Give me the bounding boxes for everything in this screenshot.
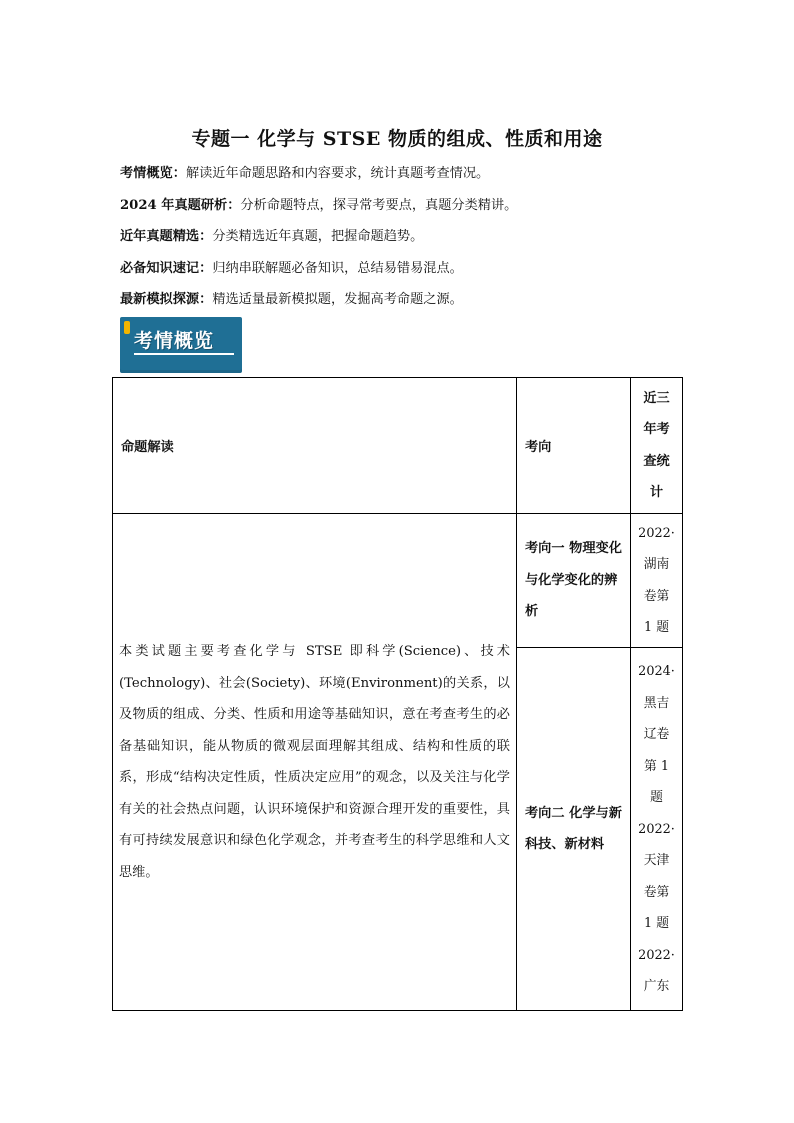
table-row xyxy=(113,514,683,648)
header-stats-line: 查统 xyxy=(643,453,670,469)
intro-item xyxy=(120,289,700,321)
section-badge xyxy=(120,317,242,373)
intro-label: 2024 年真题研析： xyxy=(120,197,241,213)
table-header-row xyxy=(113,378,683,514)
header-stats xyxy=(631,378,683,514)
direction-cell: 考向一 物理变化与化学变化的辨析 xyxy=(517,514,631,648)
stats-cell xyxy=(631,514,683,648)
stats-line: 黑吉 xyxy=(643,695,670,711)
intro-list xyxy=(120,163,700,321)
intro-text: 分析命题特点，探寻常考要点，真题分类精讲。 xyxy=(240,197,518,213)
stats-line: 题 xyxy=(650,790,663,805)
header-stats-line: 年考 xyxy=(643,422,670,437)
intro-item xyxy=(120,195,700,227)
intro-item xyxy=(120,163,700,195)
overview-table xyxy=(112,377,683,1011)
stats-line: 1 题 xyxy=(643,916,669,931)
stats-line: 卷第 xyxy=(643,884,670,900)
stats-line: 广东 xyxy=(643,979,670,994)
stats-line: 卷第 xyxy=(643,588,670,604)
interpretation-cell: 本类试题主要考查化学与 STSE 即科学(Science)、技术(Technology)、社会(Society)、环境(Environment)的关系，以及物质的组成、分类、性质和用途等基础知识，意在考查考生的必备基础知识，能从物质的微观层面理解其组成、结构和性质的联系，形成“结构决定性质，性质决定应用”的观念，以及关注与化学有关的社会热点问题，认识环境保护和资源合理开发的重要性，具有可持续发展意识和绿色化学观念，并考查考生的科学思维和人文思维。 xyxy=(113,514,517,1011)
section-badge-label: 考情概览 xyxy=(134,330,234,355)
intro-text: 归纳串联解题必备知识，总结易错易混点。 xyxy=(212,260,463,276)
intro-label: 考情概览： xyxy=(120,166,186,181)
stats-line: 第 1 xyxy=(643,758,669,774)
header-interpretation: 命题解读 xyxy=(113,378,517,514)
header-direction: 考向 xyxy=(517,378,631,514)
stats-line: 2022· xyxy=(638,525,675,541)
stats-line: 湖南 xyxy=(643,557,670,572)
stats-line: 辽卷 xyxy=(643,727,670,742)
header-stats-line: 计 xyxy=(649,485,664,500)
stats-line: 2022· xyxy=(638,821,675,837)
intro-label: 必备知识速记： xyxy=(120,260,213,276)
intro-label: 最新模拟探源： xyxy=(120,292,213,307)
page-title: 专题一 化学与 STSE 物质的组成、性质和用途 xyxy=(191,128,603,150)
stats-cell xyxy=(631,648,683,1011)
stats-line: 天津 xyxy=(643,853,670,868)
intro-item xyxy=(120,258,700,290)
stats-line: 2024· xyxy=(638,664,675,679)
intro-item xyxy=(120,226,700,258)
intro-text: 分类精选近年真题，把握命题趋势。 xyxy=(212,229,424,244)
header-stats-line: 近三 xyxy=(643,390,670,406)
direction-cell: 考向二 化学与新科技、新材料 xyxy=(517,648,631,1011)
intro-text: 解读近年命题思路和内容要求，统计真题考查情况。 xyxy=(185,166,490,181)
stats-line: 2022· xyxy=(638,947,675,963)
intro-label: 近年真题精选： xyxy=(120,229,213,244)
badge-tab-icon xyxy=(124,321,130,334)
intro-text: 精选适量最新模拟题，发掘高考命题之源。 xyxy=(212,292,463,307)
stats-line: 1 题 xyxy=(643,620,669,635)
